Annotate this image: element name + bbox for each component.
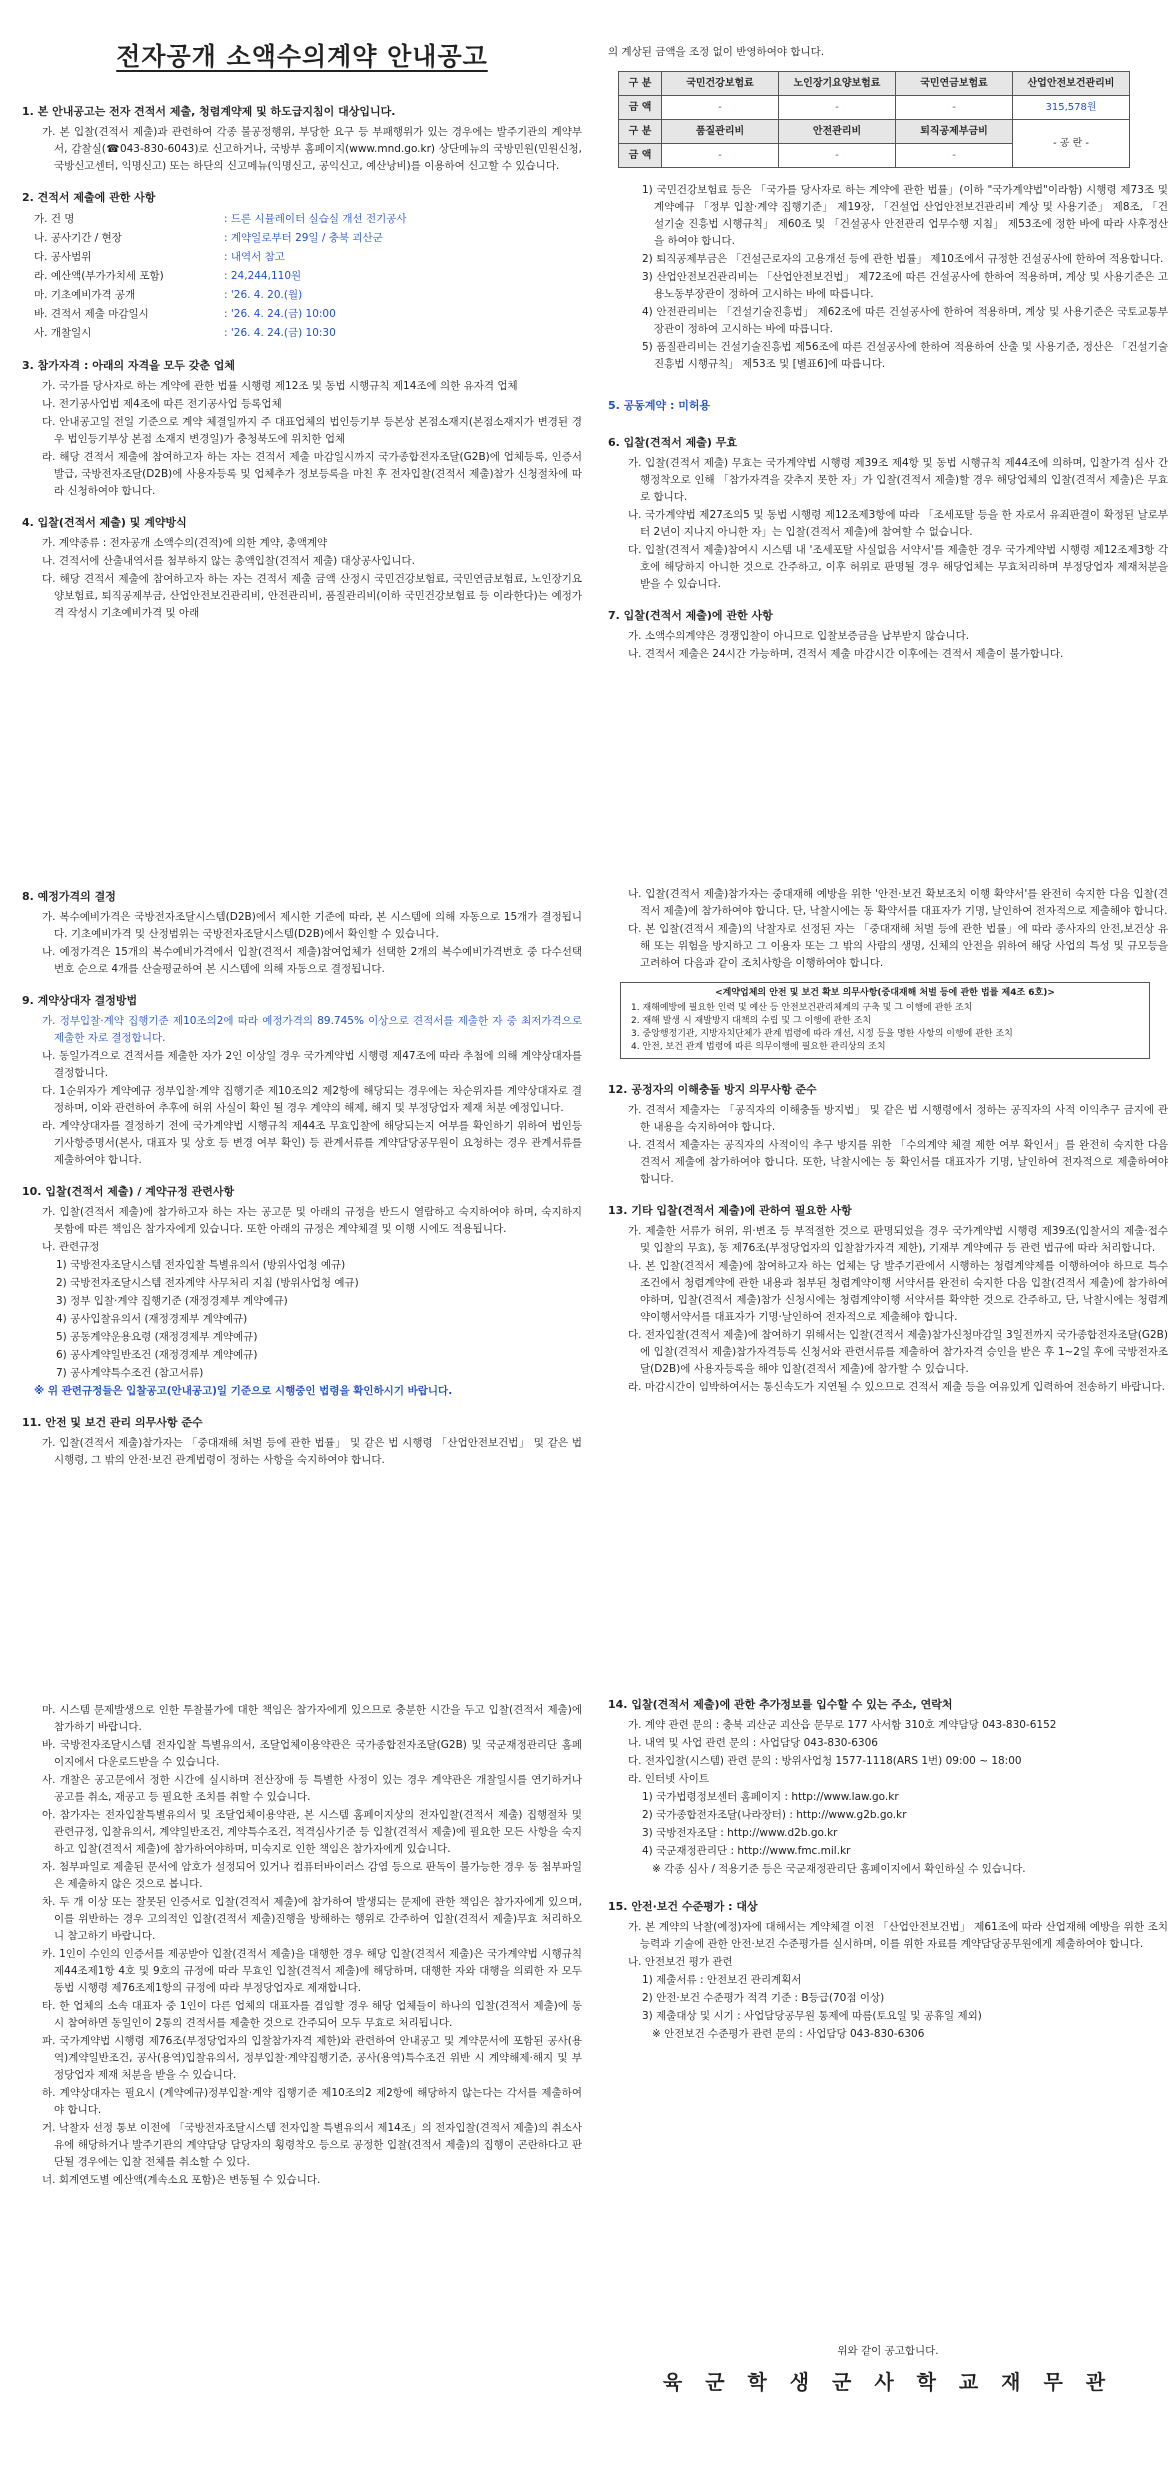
section-3-item: 가. 국가를 당사자로 하는 계약에 관한 법률 시행령 제12조 및 동법 시행규칙 제14조에 의한 유자격 업체 — [42, 380, 518, 392]
signature: 육 군 학 생 군 사 학 교 재 무 관 — [662, 2370, 1114, 2394]
section-13-item: 차. 두 개 이상 또는 잘못된 인증서로 입찰(견적서 제출)에 참가하여 발생되는 문제에 관한 책임은 참가자에게 있으며, 이를 위반하는 경우 고의적인 입찰(견적서 제출)진행을 방해하는 행위로 간주하여 입찰(견적서 제출)무효 처리하오니 참고하기 바랍니다. — [42, 1896, 582, 1942]
section-8-heading: 8. 예정가격의 결정 — [22, 890, 116, 903]
section-14-item: 다. 전자입찰(시스템) 관련 문의 : 방위사업청 1577-1118(ARS 1번) 09:00 ~ 18:00 — [628, 1755, 1022, 1767]
sheet-2-left-column — [22, 862, 582, 1470]
fee-amount: - — [779, 96, 896, 120]
section-9-item: 가. 정부입찰·계약 집행기준 제10조의2에 따라 예정가격의 89.745% 이상으로 견적서를 제출한 자 중 최저가격으로 제출한 자로 결정합니다. — [42, 1015, 582, 1044]
fee-amount: - — [779, 144, 896, 168]
section-13-heading: 13. 기타 입찰(견적서 제출)에 관하여 필요한 사항 — [608, 1204, 852, 1217]
fee-blank-cell: - 공 란 - — [1013, 120, 1130, 168]
bid-info-row — [34, 286, 582, 305]
section-11-heading: 11. 안전 및 보건 관리 의무사항 준수 — [22, 1416, 203, 1429]
law-item: 2) 국방전자조달시스템 전자계약 사무처리 지침 (방위사업청 예규) — [56, 1277, 359, 1289]
bid-info-row — [34, 229, 582, 248]
fee-amount-label: 금 액 — [619, 96, 662, 120]
bid-info-row — [34, 305, 582, 324]
section-10-item: 가. 입찰(견적서 제출)에 참가하고자 하는 자는 공고문 및 아래의 규정을 반드시 열람하고 숙지하여야 하며, 숙지하지 못함에 따른 책임은 참가자에게 있습니다. 또한 아래의 규정은 계약체결 및 이행 시에도 적용됩니다. — [42, 1206, 582, 1235]
section-8-item: 가. 복수예비가격은 국방전자조달시스템(D2B)에서 제시한 기준에 따라, 본 시스템에 의해 자동으로 15개가 결정됩니다. 기초예비가격 및 산정범위는 국방전자조달시스템(D2B)에서 확인할 수 있습니다. — [42, 911, 582, 940]
sheet-1-right-column — [608, 0, 1168, 664]
section-9-item: 라. 계약상대자를 결정하기 전에 국가계약법 시행규칙 제44조 무효입찰에 해당되는지 여부를 확인하기 위하여 법인등기사항증명서(본사, 대표자 및 상호 등 변경 여부 확인) 등 관계서류를 계약담당공무원이 요청하는 경우 관계서류를 제출하여야 합니다. — [42, 1120, 582, 1166]
safety-box-item: 2. 재해 발생 시 재발방지 대책의 수립 및 그 이행에 관한 조치 — [631, 1016, 872, 1026]
section-7-item: 가. 소액수의계약은 경쟁입찰이 아니므로 입찰보증금을 납부받지 않습니다. — [628, 630, 970, 642]
section-4-item: 다. 해당 견적서 제출에 참여하고자 하는 자는 견적서 제출 금액 산정시 국민건강보험료, 국민연금보험료, 노인장기요양보험료, 퇴직공제부금, 산업안전보건관리비, 안전관리비, 품질관리비(이하 국민건강보험료 등 이라한다)는 예정가격 작성시 기초예비가격 및 아래 — [42, 573, 582, 619]
sheet-3-right-column — [608, 1668, 1168, 2394]
bid-info-label: 마. 기초예비가격 공개 — [34, 289, 136, 301]
safety-box-title: <계약업체의 안전 및 보건 확보 의무사항(중대재해 처벌 등에 관한 법률 제4조 6호)> — [715, 988, 1055, 998]
safety-eval-item: 2) 안전·보건 수준평가 적격 기준 : B등급(70점 이상) — [642, 1992, 885, 2004]
safety-eval-item: 1) 제출서류 : 안전보건 관리계획서 — [642, 1974, 802, 1986]
fee-amount: - — [896, 96, 1013, 120]
fee-note: 2) 퇴직공제부금은 「건설근로자의 고용개선 등에 관한 법률」 제10조에서 규정한 건설공사에 한하여 적용합니다. — [642, 253, 1164, 265]
section-12-item: 나. 견적서 제출자는 공직자의 사적이익 추구 방지를 위한 「수의계약 체결 제한 여부 확인서」를 완전히 숙지한 다음 견적서 제출에 참가하여야 합니다. 또한, 낙찰시에는 동 확인서를 대표자가 기명, 날인하여 전자적으로 제출하여야 합니다. — [628, 1139, 1168, 1185]
fee-item-label: 안전관리비 — [779, 120, 896, 144]
section-14-note: ※ 각종 심사 / 적용기준 등은 국군재정관리단 홈페이지에서 확인하실 수 있습니다. — [652, 1863, 1026, 1875]
fee-amount: 315,578원 — [1013, 96, 1130, 120]
fee-item-label: 국민건강보험료 — [662, 72, 779, 96]
section-13-item: 바. 국방전자조달시스템 전자입찰 특별유의서, 조달업체이용약관은 국가종합전자조달(G2B) 및 국군재정관리단 홈페이지에서 다운로드받을 수 있습니다. — [42, 1739, 582, 1768]
section-2-heading: 2. 견적서 제출에 관한 사항 — [22, 191, 156, 204]
bid-info-label: 다. 공사범위 — [34, 251, 92, 263]
section-13-item: 자. 첨부파일로 제출된 문서에 암호가 설정되어 있거나 컴퓨터바이러스 감염 등으로 판독이 불가능한 경우 동 첨부파일은 제출하지 않은 것으로 봅니다. — [42, 1861, 582, 1890]
section-1-item: 가. 본 입찰(견적서 제출)과 관련하여 각종 불공정행위, 부당한 요구 등 부패행위가 있는 경우에는 발주기관의 계약부서, 감찰실(☎043-830-6043)로 신고하거나, 국방부 홈페이지(www.mnd.go.kr) 상단메뉴의 국방민원(민원신청, 국방신고센터, 익명신고) 또는 하단의 신고메뉴(익명신고, 공익신고, 예산낭비)를 이용하여 신고할 수 있습니다. — [42, 126, 582, 172]
sheet-2-right-column — [608, 862, 1168, 1397]
bid-info-value: : 24,244,110원 — [224, 270, 302, 282]
bid-info-row — [34, 267, 582, 286]
sheet-2 — [0, 862, 1168, 1662]
fee-note: 4) 안전관리비는 「건설기술진흥법」 제62조에 따른 건설공사에 한하여 적용하며, 계상 및 사용기준은 국토교통부장관이 정하여 고시하는 바에 따릅니다. — [642, 306, 1168, 335]
section-14-item: 나. 내역 및 사업 관련 문의 : 사업담당 043-830-6306 — [628, 1737, 878, 1749]
law-item: 1) 국방전자조달시스템 전자입찰 특별유의서 (방위사업청 예규) — [56, 1259, 346, 1271]
section-11-item: 가. 입찰(견적서 제출)참가자는 「중대재해 처벌 등에 관한 법률」 및 같은 법 시행령 「산업안전보건법」 및 같은 법 시행령, 그 밖의 안전·보건 관계법령이 정하는 사항을 숙지하여야 합니다. — [42, 1437, 582, 1466]
section-9-item: 다. 1순위자가 계약예규 정부입찰·계약 집행기준 제10조의2 제2항에 해당되는 경우에는 차순위자를 계약상대자로 결정하며, 이와 관련하여 추후에 허위 사실이 확인 될 경우 계약의 해제, 해지 및 부정당업자 제재 처분 예정입니다. — [42, 1085, 582, 1114]
fee-amount-label: 금 액 — [619, 144, 662, 168]
bid-info-value: : '26. 4. 20.(월) — [224, 289, 303, 301]
sheet-3-left-column — [22, 1668, 582, 2190]
section-11-item: 다. 본 입찰(견적서 제출)의 낙찰자로 선정된 자는 「중대재해 처벌 등에 관한 법률」에 따라 종사자의 안전,보건상 유해 또는 위험을 방지하고 그 이용자 또는 그 밖의 사람의 생명, 신체의 안전을 위하여 해당 사업의 특성 및 규모등을 고려하여 다음과 같이 조치사항을 이행하여야 합니다. — [628, 923, 1168, 969]
section-3-item: 라. 해당 견적서 제출에 참여하고자 하는 자는 견적서 제출 마감일시까지 국가종합전자조달(G2B)에 업체등록, 인증서 발급, 국방전자조달(D2B)에 사용자등록 및 업체추가 정보등록을 마친 후 전자입찰(견적서 제출)참가 신청절차에 따라 신청하여야 합니다. — [42, 451, 582, 497]
law-item: 6) 공사계약일반조건 (재정경제부 계약예규) — [56, 1349, 258, 1361]
document-title: 전자공개 소액수의계약 안내공고 — [116, 42, 488, 71]
law-warning: ※ 위 관련규정들은 입찰공고(안내공고)일 기준으로 시행중인 법령을 확인하시기 바랍니다. — [34, 1385, 453, 1397]
section-14-item: 가. 계약 관련 문의 : 충북 괴산군 괴산읍 문무로 177 사서함 310호 계약담당 043-830-6152 — [628, 1719, 1057, 1731]
section-6-item: 나. 국가계약법 제27조의5 및 동법 시행령 제12조제3항에 따라 「조세포탈 등을 한 자로서 유죄판결이 확정된 날로부터 2년이 지나지 아니한 자」는 입찰(견적서 제출)에 참여할 수 없습니다. — [628, 509, 1168, 538]
bid-info-label: 바. 견적서 제출 마감일시 — [34, 308, 149, 320]
fee-note: 5) 품질관리비는 건설기술진흥법 제56조에 따른 건설공사에 한하여 적용하여 산출 및 사용기준, 정산은 「건설기술진흥법 시행규칙」 제53조 및 [별표6]에 따릅니다. — [642, 341, 1168, 370]
section-13-item: 타. 한 업체의 소속 대표자 중 1인이 다른 업체의 대표자를 겸임할 경우 해당 업체들이 하나의 입찰(견적서 제출)에 동시 참여하면 동일인이 2통의 견적서를 제출한 것으로 간주되어 모두 무효로 처리됩니다. — [42, 2000, 582, 2029]
bid-info-row — [34, 248, 582, 267]
section-4-heading: 4. 입찰(견적서 제출) 및 계약방식 — [22, 516, 187, 529]
fee-amount: - — [662, 96, 779, 120]
section-13-item: 아. 참가자는 전자입찰특별유의서 및 조달업체이용약관, 본 시스템 홈페이지상의 전자입찰(견적서 제출) 집행절차 및 관련규정, 입찰유의서, 계약일반조건, 계약특수조건, 적격심사기준 등 입찰(견적서 제출)에 필요한 모든 사항을 숙지하고 입찰(견적서 제출)에 참가하여야하며, 미숙지로 인한 책임은 참가자에게 있습니다. — [42, 1809, 582, 1855]
section-15-note: ※ 안전보건 수준평가 관련 문의 : 사업담당 043-830-6306 — [652, 2028, 925, 2040]
bid-info-row — [34, 210, 582, 229]
bid-info-value: : '26. 4. 24.(금) 10:00 — [224, 308, 336, 320]
section-12-item: 가. 견적서 제출자는 「공직자의 이해충돌 방지법」 및 같은 법 시행령에서 정하는 공직자의 사적 이익추구 금지에 관한 내용을 숙지하여야 합니다. — [628, 1104, 1168, 1133]
safety-eval-item: 3) 제출대상 및 시기 : 사업담당공무원 통제에 따름(토요일 및 공휴일 제외) — [642, 2010, 982, 2022]
fee-amount: - — [662, 144, 779, 168]
bid-info-label: 가. 건 명 — [34, 213, 75, 225]
section-3-item: 다. 안내공고일 전일 기준으로 계약 체결일까지 주 대표업체의 법인등기부 등본상 본점소재지(본점소재지가 변경된 경우 법인등기부상 본점 소재지 변경일)가 충청북도에 위치한 업체 — [42, 416, 582, 445]
section-13-item: 하. 계약상대자는 필요시 (계약예규)정부입찰·계약 집행기준 제10조의2 제2항에 해당하지 않는다는 각서를 제출하여야 합니다. — [42, 2087, 582, 2116]
section-4-item: 가. 계약종류 : 전자공개 소액수의(견적)에 의한 계약, 총액계약 — [42, 537, 328, 549]
fee-table — [618, 71, 1130, 168]
section-13-item: 라. 마감시간이 임박하여서는 통신속도가 지연될 수 있으므로 견적서 제출 등을 여유있게 입력하여 전송하기 바랍니다. — [628, 1381, 1165, 1393]
bid-info-label: 사. 개찰일시 — [34, 327, 92, 339]
section-10-item: 나. 관련규정 — [42, 1241, 100, 1253]
fee-intro: 의 계상된 금액을 조정 없이 반영하여야 합니다. — [608, 46, 825, 58]
bid-info-list — [22, 210, 582, 343]
section-13-item: 다. 전자입찰(견적서 제출)에 참여하기 위해서는 입찰(견적서 제출)참가신청마감일 3일전까지 국가종합전자조달(G2B)에 입찰(견적서 제출)참가자격등록 신청서와 관련서류를 제출하여 참가자격 승인을 받은 후 1~2일 후에 국방전자조달(D2B)에 사용자등록을 해야 입찰(견적서 제출)에 참가할 수 있습니다. — [628, 1329, 1168, 1375]
law-item: 4) 공사입찰유의서 (재정경제부 계약예규) — [56, 1313, 248, 1325]
section-6-heading: 6. 입찰(견적서 제출) 무효 — [608, 436, 738, 449]
section-15-item: 나. 안전보건 평가 관련 — [628, 1956, 733, 1968]
section-9-item: 나. 동일가격으로 견적서를 제출한 자가 2인 이상일 경우 국가계약법 시행령 제47조에 따라 추첨에 의해 계약상대자를 결정합니다. — [42, 1050, 582, 1079]
section-13-item: 거. 낙찰자 선정 통보 이전에 「국방전자조달시스템 전자입찰 특별유의서 제14조」의 전자입찰(견적서 제출)의 취소사유에 해당하거나 발주기관의 계약담당 담당자의 횡령착오 등으로 공정한 입찰(견적서 제출)의 집행이 곤란하다고 판단될 경우에는 입찰 전체를 취소할 수 있다. — [42, 2122, 582, 2168]
section-13-item: 나. 본 입찰(견적서 제출)에 참여하고자 하는 업체는 당 발주기관에서 시행하는 청렴계약제를 이행하여야 하므로 특수조건에서 청렴계약에 관한 내용과 첨부된 청렴계약이행 서약서를 완전히 숙지한 다음 입찰(견적서 제출)에 참가하여야하며, 입찰(견적서 제출)참가 신청시에는 청렴계약이행 서약서를 확약한 것으로 간주하고, 단, 낙찰시에는 청렴계약이행서약서를 대표자가 기명·날인하여 전자적으로 제출해야 합니다. — [628, 1260, 1168, 1323]
bid-info-label: 라. 예산액(부가가치세 포함) — [34, 270, 164, 282]
site-link[interactable]: 3) 국방전자조달 : http://www.d2b.go.kr — [642, 1827, 838, 1839]
section-4-item: 나. 견적서에 산출내역서를 첨부하지 않는 총액입찰(견적서 제출) 대상공사입니다. — [42, 555, 415, 567]
section-12-heading: 12. 공정자의 이해충돌 방지 의무사항 준수 — [608, 1083, 817, 1096]
section-8-item: 나. 예정가격은 15개의 복수예비가격에서 입찰(견적서 제출)참여업체가 선택한 2개의 복수예비가격번호 중 다수선택 번호 순으로 4개를 산술평균하여 본 시스템에 의해 자동으로 결정됩니다. — [42, 946, 582, 975]
fee-header-label: 구 분 — [619, 120, 662, 144]
sheet-1-left-column — [22, 0, 582, 623]
section-15-item: 가. 본 계약의 낙찰(예정)자에 대해서는 계약체결 이전 「산업안전보건법」 제61조에 따라 산업재해 예방을 위한 조치능력과 기술에 관한 안전·보건 수준평가를 실시하며, 이를 위한 자료를 계약담당공무원에게 제출하여야 합니다. — [628, 1921, 1168, 1950]
fee-item-label: 산업안전보건관리비 — [1013, 72, 1130, 96]
section-10-heading: 10. 입찰(견적서 제출) / 계약규정 관련사항 — [22, 1185, 235, 1198]
section-11-item: 나. 입찰(견적서 제출)참가자는 중대재해 예방을 위한 '안전·보건 확보조치 이행 확약서'를 완전히 숙지한 다음 입찰(견적서 제출)에 참가하여야 합니다. 단, 낙찰시에는 동 확약서를 대표자가 기명, 날인하여 전자적으로 제출해야 합니다. — [628, 888, 1168, 917]
section-13-item: 너. 회계연도별 예산액(계속소요 포함)은 변동될 수 있습니다. — [42, 2174, 321, 2186]
section-7-item: 나. 견적서 제출은 24시간 가능하며, 견적서 제출 마감시간 이후에는 견적서 제출이 불가합니다. — [628, 648, 1064, 660]
section-6-item: 가. 입찰(견적서 제출) 무효는 국가계약법 시행령 제39조 제4항 및 동법 시행규칙 제44조에 의하며, 입찰가격 심사 간 행정착오로 인해 「참가자격을 갖추지 못한 자」가 입찰(견적서 제출)할 경우 해당업체의 입찰(견적서 제출)은 무효로 합니다. — [628, 457, 1168, 503]
bid-info-value: : 드론 시뮬레이터 실습실 개선 전기공사 — [224, 213, 407, 225]
site-link[interactable]: 1) 국가법령정보센터 홈페이지 : http://www.law.go.kr — [642, 1791, 899, 1803]
fee-item-label: 품질관리비 — [662, 120, 779, 144]
law-item: 5) 공동계약운용요령 (재정경제부 계약예규) — [56, 1331, 258, 1343]
section-13-item: 사. 개찰은 공고문에서 정한 시간에 실시하며 전산장애 등 특별한 사정이 있는 경우 계약관은 개찰일시를 연기하거나 공고를 취소, 재공고 등 필요한 조치를 취할 수 있습니다. — [42, 1774, 582, 1803]
fee-header-label: 구 분 — [619, 72, 662, 96]
fee-note: 3) 산업안전보건관리비는 「산업안전보건법」 제72조에 따른 건설공사에 한하여 적용하며, 계상 및 사용기준은 고용노동부장관이 정하여 고시하는 바에 따릅니다. — [642, 271, 1168, 300]
section-13-item: 파. 국가계약법 시행령 제76조(부정당업자의 입찰참가자격 제한)와 관련하여 안내공고 및 계약문서에 포함된 공사(용역)계약일반조건, 공사(용역)입찰유의서, 정부입찰·계약집행기준, 공사(용역)특수조건 위반 시 계약해제·해지 및 부정당업자 제재 처분을 받을 수 있습니다. — [42, 2035, 582, 2081]
fee-item-label: 퇴직공제부금비 — [896, 120, 1013, 144]
section-14-item: 라. 인터넷 사이트 — [628, 1773, 710, 1785]
bid-info-value: : '26. 4. 24.(금) 10:30 — [224, 327, 336, 339]
section-15-heading: 15. 안전·보건 수준평가 : 대상 — [608, 1900, 758, 1913]
fee-amount: - — [896, 144, 1013, 168]
section-3-item: 나. 전기공사업법 제4조에 따른 전기공사업 등록업체 — [42, 398, 282, 410]
fee-note: 1) 국민건강보험료 등은 「국가를 당사자로 하는 계약에 관한 법률」(이하 "국가계약법"이라함) 시행령 제73조 및 계약예규 「정부 입찰·계약 집행기준」 제19장, 「건설업 산업안전보건관리비 계상 및 사용기준」 제8조, 「건설기술 진흥법 시행규칙」 제60조 및 「건설공사 안전관리 업무수행 지침」 제53조에 정한 바에 따라 사후정산을 하여야 합니다. — [642, 184, 1168, 247]
section-13-item: 마. 시스템 문제발생으로 인한 투찰불가에 대한 책임은 참가자에게 있으므로 충분한 시간을 두고 입찰(견적서 제출)에 참가하기 바랍니다. — [42, 1704, 582, 1733]
bid-info-label: 나. 공사기간 / 현장 — [34, 232, 122, 244]
sheet-1 — [0, 0, 1168, 860]
bid-info-row — [34, 324, 582, 343]
safety-box-item: 3. 중앙행정기관, 지방자치단체가 관계 법령에 따라 개선, 시정 등을 명한 사항의 이행에 관한 조치 — [631, 1029, 1013, 1039]
site-link[interactable]: 4) 국군재정관리단 : http://www.fmc.mil.kr — [642, 1845, 851, 1857]
section-14-heading: 14. 입찰(견적서 제출)에 관한 추가정보를 입수할 수 있는 주소, 연락처 — [608, 1698, 953, 1711]
section-3-heading: 3. 참가자격 : 아래의 자격을 모두 갖춘 업체 — [22, 359, 236, 372]
section-1-heading: 1. 본 안내공고는 전자 견적서 제출, 청렴계약제 및 하도급지침이 대상입니다. — [22, 105, 396, 118]
section-9-heading: 9. 계약상대자 결정방법 — [22, 994, 138, 1007]
bid-info-value: : 내역서 참고 — [224, 251, 285, 263]
closing-text: 위와 같이 공고합니다. — [837, 2345, 939, 2357]
sheet-3 — [0, 1668, 1168, 2478]
bid-info-value: : 계약일로부터 29일 / 충북 괴산군 — [224, 232, 383, 244]
section-5-heading: 5. 공동계약 : 미허용 — [608, 399, 711, 412]
section-13-item: 가. 제출한 서류가 허위, 위·변조 등 부적절한 것으로 판명되었을 경우 국가계약법 시행령 제39조(입찰서의 제출·접수 및 입찰의 무효), 동 제76조(부정당업자의 입찰참가자격 제한), 기재부 계약예규 등 관련 법규에 따라 처리합니다. — [628, 1225, 1168, 1254]
law-item: 7) 공사계약특수조건 (참고서류) — [56, 1367, 204, 1379]
section-6-item: 다. 입찰(견적서 제출)참여시 시스템 내 '조세포탈 사실없음 서약서'를 제출한 경우 국가계약법 시행령 제12조제3항 각호에 해당하지 아니한 것으로 간주하고, 이후 허위로 판명될 경우 해당업체는 무효처리하며 부정당업자 제재처분을 받을 수 있습니다. — [628, 544, 1168, 590]
fee-item-label: 국민연금보험료 — [896, 72, 1013, 96]
site-link[interactable]: 2) 국가종합전자조달(나라장터) : http://www.g2b.go.kr — [642, 1809, 907, 1821]
section-13-item: 카. 1인이 수인의 인증서를 제공받아 입찰(견적서 제출)을 대행한 경우 해당 입찰(견적서 제출)은 국가계약법 시행규칙 제44조제1항 4호 및 9호의 규정에 따라 무효인 입찰(견적서 제출)에 해당하며, 대행한 자와 대행을 의뢰한 자 모두 동법 시행령 제76조제1항의 규정에 따라 부정당업자로 제재합니다. — [42, 1948, 582, 1994]
fee-item-label: 노인장기요양보험료 — [779, 72, 896, 96]
section-7-heading: 7. 입찰(견적서 제출)에 관한 사항 — [608, 609, 773, 622]
safety-obligation-box — [620, 982, 1150, 1059]
safety-box-item: 4. 안전, 보건 관계 법령에 따른 의무이행에 필요한 관리상의 조치 — [631, 1042, 886, 1052]
law-item: 3) 정부 입찰·계약 집행기준 (재정경제부 계약예규) — [56, 1295, 288, 1307]
safety-box-item: 1. 재해예방에 필요한 인력 및 예산 등 안전보건관리체계의 구축 및 그 이행에 관한 조치 — [631, 1003, 973, 1013]
